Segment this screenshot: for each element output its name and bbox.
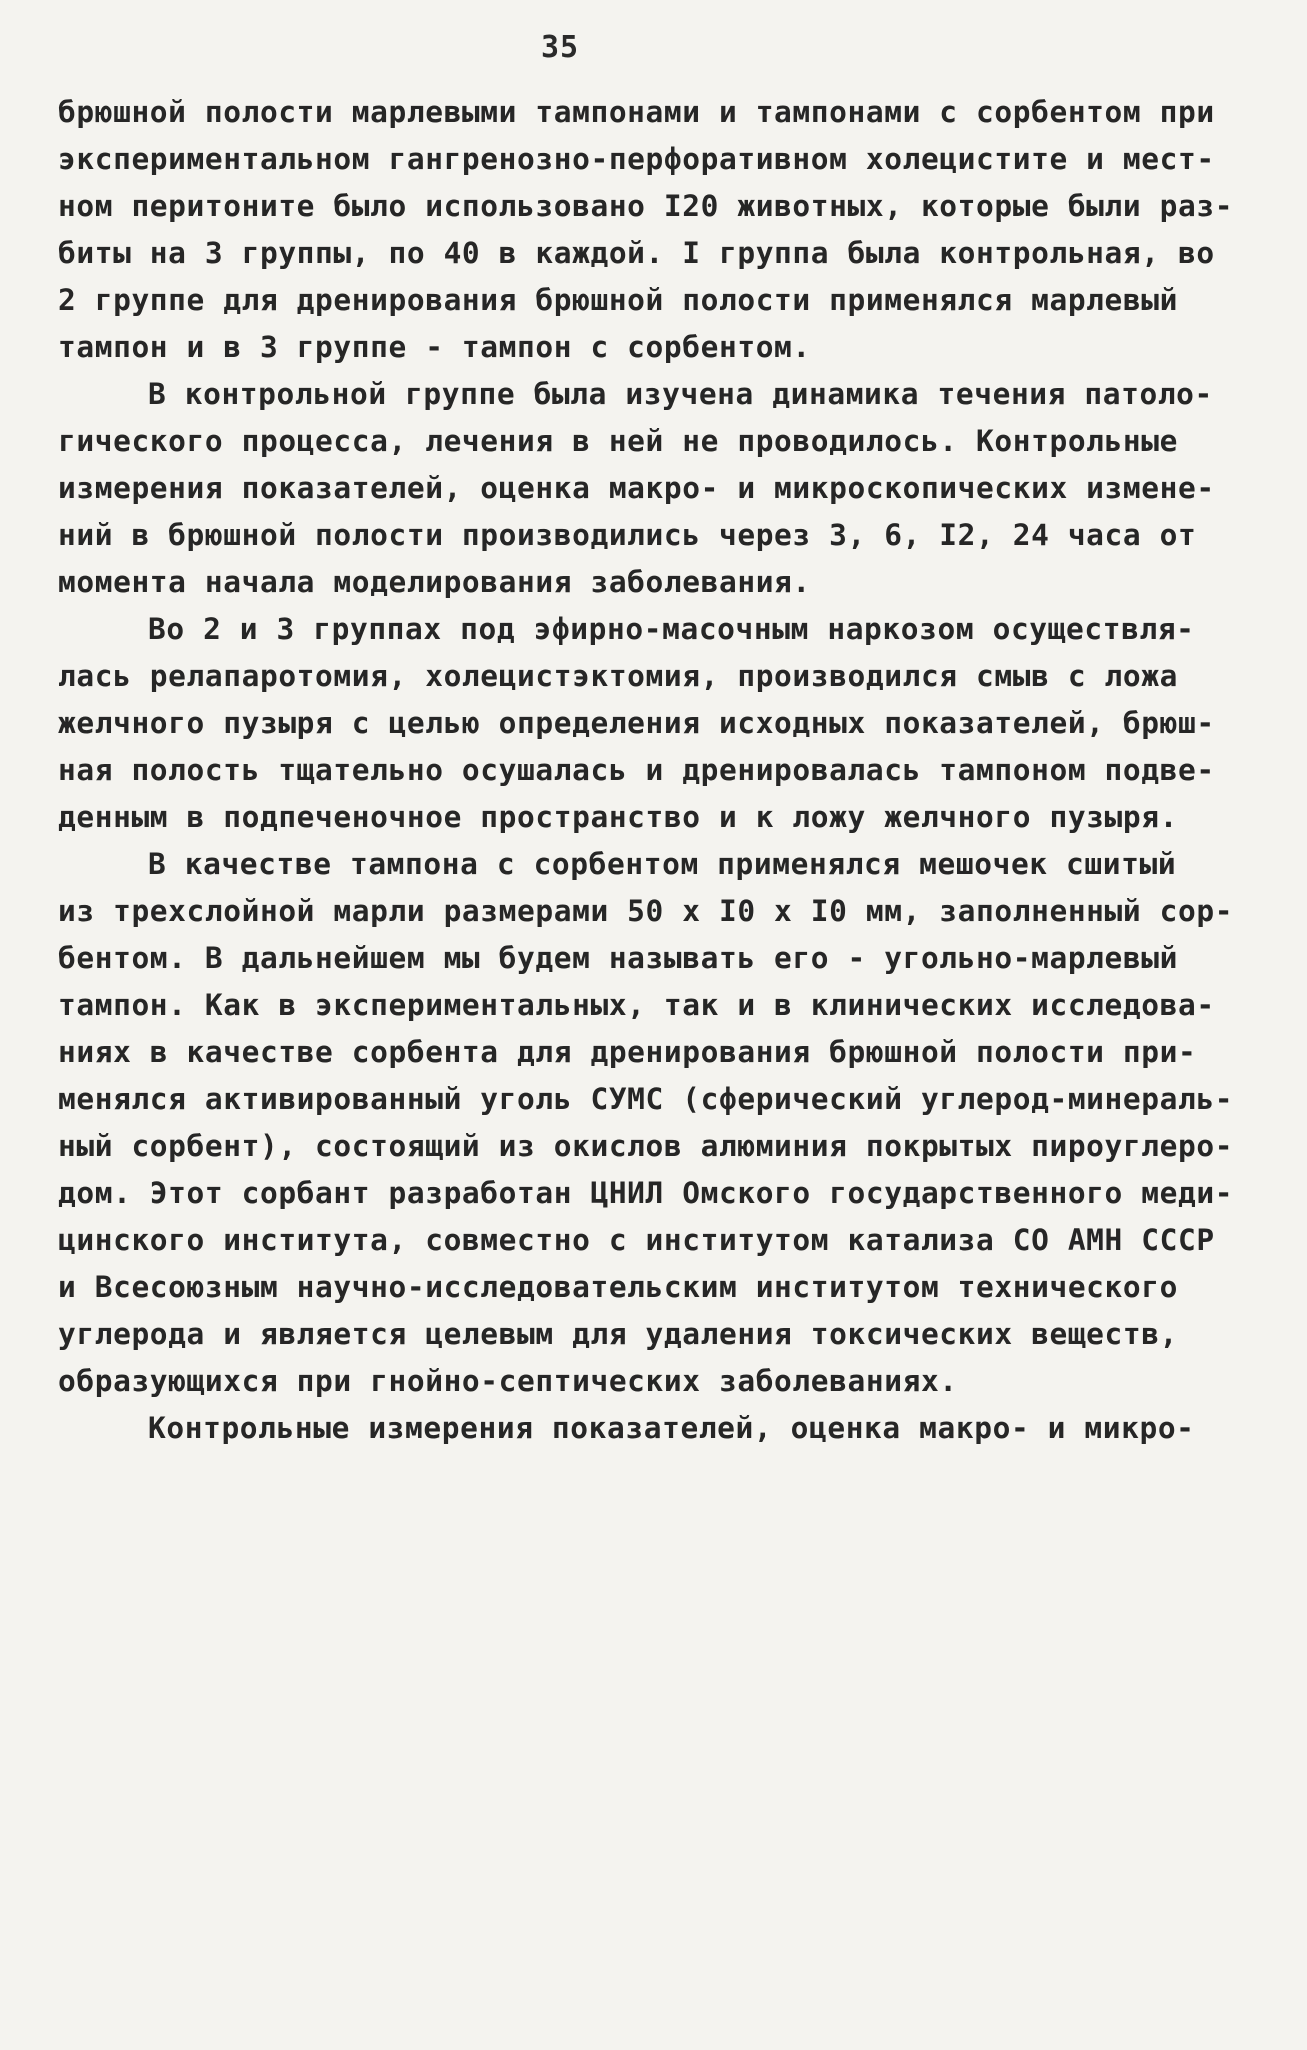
text-line: денным в подпеченочное пространство и к ложу желчного пузыря. — [58, 800, 1178, 834]
text-line: бентом. В дальнейшем мы будем называть его - угольно-марлевый — [58, 941, 1178, 975]
text-line: ниях в качестве сорбента для дренирования брюшной полости при- — [58, 1035, 1197, 1069]
paragraph-first-line: Во 2 и 3 группах под эфирно-масочным наркозом осуществля- — [148, 612, 1195, 646]
text-line: ном перитоните было использовано I20 животных, которые были раз- — [58, 189, 1234, 223]
text-line: ный сорбент), состоящий из окислов алюминия покрытых пироуглеро- — [58, 1129, 1234, 1163]
text-line: момента начала моделирования заболевания. — [58, 565, 811, 599]
text-line: ная полость тщательно осушалась и дренировалась тампоном подве- — [58, 753, 1215, 787]
text-line: биты на 3 группы, по 40 в каждой. I группа была контрольная, во — [58, 236, 1215, 270]
text-line: ний в брюшной полости производились через 3, 6, I2, 24 часа от — [58, 518, 1197, 552]
text-line: 2 группе для дренирования брюшной полости применялся марлевый — [58, 283, 1178, 317]
text-line: менялся активированный уголь СУМС (сферический углерод-минераль- — [58, 1082, 1234, 1116]
text-line: тампон. Как в экспериментальных, так и в клинических исследова- — [58, 988, 1215, 1022]
text-line: и Всесоюзным научно-исследовательским институтом технического — [58, 1270, 1178, 1304]
text-line: гического процесса, лечения в ней не проводилось. Контрольные — [58, 424, 1178, 458]
text-line: из трехслойной марли размерами 50 х I0 х I0 мм, заполненный сор- — [58, 894, 1234, 928]
text-line: желчного пузыря с целью определения исходных показателей, брюш- — [58, 706, 1215, 740]
paragraph-first-line: Контрольные измерения показателей, оценка макро- и микро- — [148, 1411, 1195, 1445]
page-number: 35 — [540, 30, 580, 65]
text-line: дом. Этот сорбант разработан ЦНИЛ Омского государственного меди- — [58, 1176, 1234, 1210]
text-line: углерода и является целевым для удаления токсических веществ, — [58, 1317, 1178, 1351]
paragraph-first-line: В контрольной группе была изучена динамика течения патоло- — [148, 377, 1213, 411]
text-line: экспериментальном гангренозно-перфоративном холецистите и мест- — [58, 142, 1215, 176]
text-line: брюшной полости марлевыми тампонами и тампонами с сорбентом при — [58, 95, 1215, 129]
text-line: измерения показателей, оценка макро- и микроскопических измене- — [58, 471, 1215, 505]
text-line: образующихся при гнойно-септических заболеваниях. — [58, 1364, 958, 1398]
text-line: тампон и в 3 группе - тампон с сорбентом. — [58, 330, 811, 364]
paragraph-first-line: В качестве тампона с сорбентом применялся мешочек сшитый — [148, 847, 1177, 881]
text-line: лась релапаротомия, холецистэктомия, производился смыв с ложа — [58, 659, 1178, 693]
text-line: цинского института, совместно с институтом катализа СО АМН СССР — [58, 1223, 1215, 1257]
